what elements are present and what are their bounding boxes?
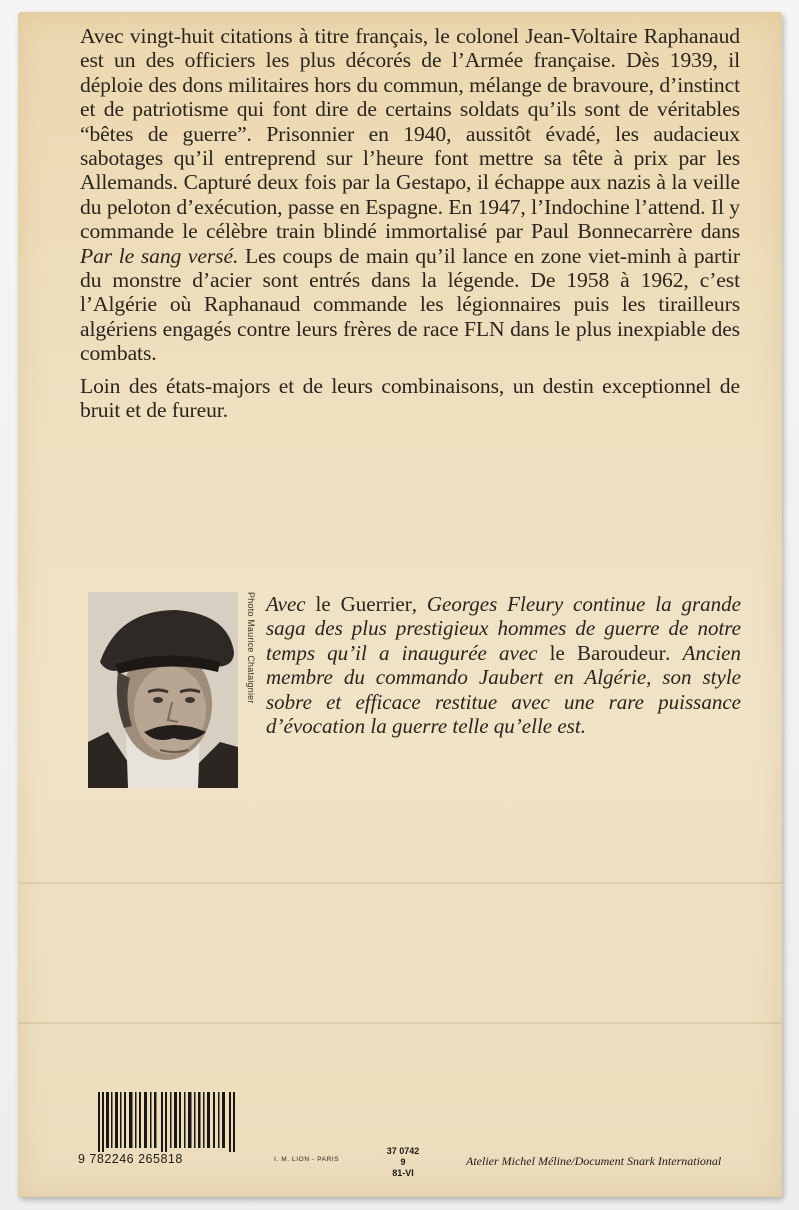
isbn-digits: 9 782246 265818 bbox=[78, 1152, 183, 1166]
blurb-text: , Georges Fleury continue la grande saga des plus prestigieux hommes de guerre de notre temps qu’il a inaugurée avec bbox=[266, 592, 741, 665]
previous-title: le Guerrier bbox=[315, 592, 412, 616]
book-title-italic: Par le sang versé. bbox=[80, 243, 239, 268]
catalog-codes bbox=[383, 1146, 423, 1179]
photo-credit: Photo Maurice Chataignier bbox=[246, 592, 256, 704]
catalog-code-line-1: 37 0742 9 bbox=[386, 1146, 420, 1167]
description-paragraph-1 bbox=[80, 24, 740, 366]
paragraph-text: Loin des états-majors et de leurs combinaisons, un destin exceptionnel de bruit et de fureur. bbox=[80, 373, 740, 423]
publisher-imprint: I. M. LION - PARIS bbox=[274, 1156, 340, 1163]
author-blurb bbox=[266, 592, 741, 738]
author-portrait-image bbox=[88, 592, 238, 788]
description-paragraph-2 bbox=[80, 374, 740, 423]
blurb-text: Avec bbox=[266, 592, 316, 616]
isbn-barcode bbox=[78, 1092, 238, 1166]
book-back-cover bbox=[18, 12, 782, 1197]
paragraph-text: Les coups de main qu’il lance en zone viet-minh à partir du monstre d’acier sont entrés dans la légende. De 1958 à 1962, c’est l’Algérie où Raphanaud commande les légionnaires puis les tirailleurs algériens engagés contre leurs frères de race FLN dans le plus inexpiable des combats. bbox=[80, 243, 740, 366]
cover-credit: Atelier Michel Méline/Document Snark International bbox=[466, 1154, 722, 1168]
barcode-bars bbox=[98, 1092, 238, 1152]
paper-crease bbox=[18, 1022, 782, 1024]
blurb-text: . Ancien membre du commando Jaubert en Algérie, son style sobre et efficace restitue avec une rare puissance d’évocation la guerre telle qu’elle est. bbox=[266, 640, 741, 739]
description-text bbox=[80, 24, 740, 431]
catalog-code-line-2: 81-VI bbox=[392, 1168, 414, 1178]
paper-crease bbox=[18, 882, 782, 884]
author-photo bbox=[88, 592, 238, 788]
paragraph-text: Avec vingt-huit citations à titre français, le colonel Jean-Voltaire Raphanaud est un des officiers les plus décorés de l’Armée française. Dès 1939, il déploie des dons militaires hors du commun, mélange de bravoure, d’instinct et de patriotisme qui font dire de certains soldats qu’ils sont de véritables “bêtes de guerre”. Prisonnier en 1940, aussitôt évadé, les audacieux sabotages qu’il entreprend sur l’heure font mettre sa tête à prix par les Allemands. Capturé deux fois par la Gestapo, il échappe aux nazis à la veille du peloton d’exécution, passe en Espagne. En 1947, l’Indochine l’attend. Il y commande le célèbre train blindé immortalisé par Paul Bonnecarrère dans bbox=[80, 24, 740, 244]
previous-title: le Baroudeur bbox=[549, 640, 666, 665]
